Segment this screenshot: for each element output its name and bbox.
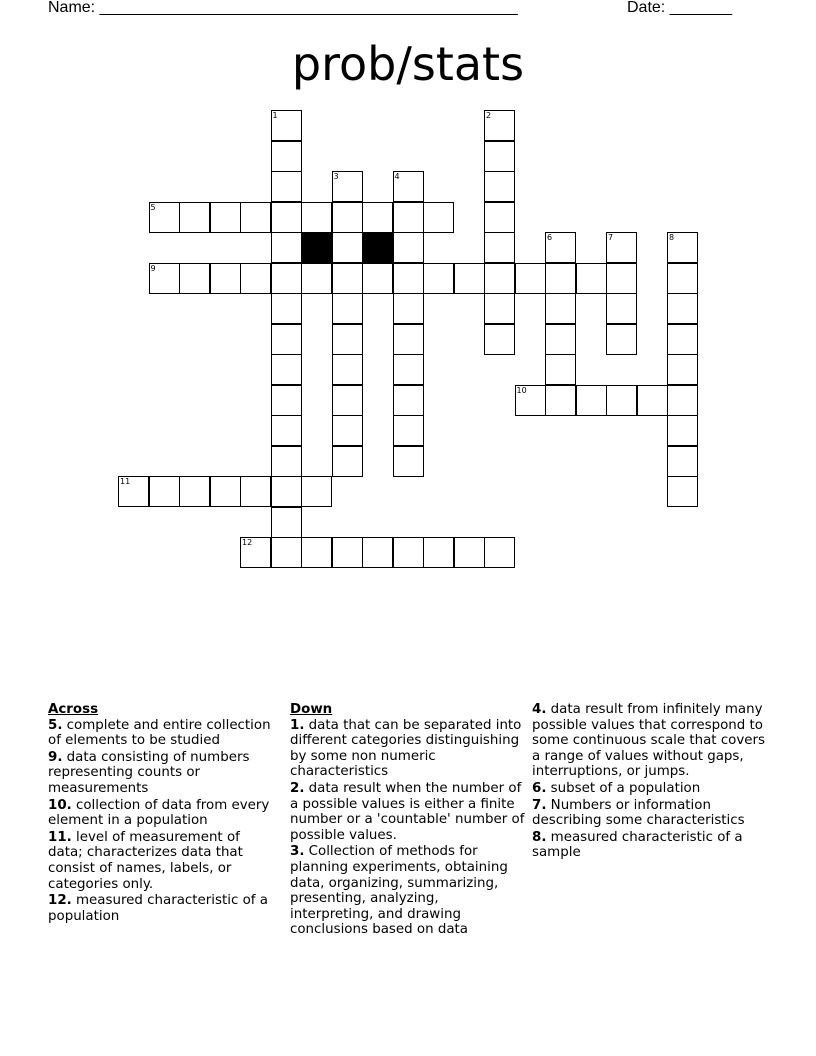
grid-cell[interactable] bbox=[423, 202, 454, 233]
clue-across-10: 10. collection of data from every element in a population bbox=[48, 797, 270, 829]
grid-cell[interactable] bbox=[332, 537, 363, 568]
grid-cell[interactable] bbox=[149, 263, 180, 294]
clue-number: 8 bbox=[669, 233, 675, 242]
grid-cell[interactable] bbox=[393, 446, 424, 477]
clue-number: 12 bbox=[242, 538, 253, 547]
grid-cell[interactable] bbox=[271, 537, 302, 568]
grid-cell[interactable] bbox=[515, 385, 546, 416]
grid-cell[interactable] bbox=[393, 232, 424, 263]
grid-cell[interactable] bbox=[667, 446, 698, 477]
clue-across-12: 12. measured characteristic of a population bbox=[48, 893, 268, 924]
grid-cell[interactable] bbox=[515, 263, 546, 294]
clue-number: 9 bbox=[150, 263, 156, 273]
grid-cell[interactable] bbox=[545, 263, 576, 294]
grid-cell[interactable] bbox=[271, 110, 302, 141]
grid-cell[interactable] bbox=[576, 385, 607, 416]
grid-cell[interactable] bbox=[362, 202, 393, 233]
grid-cell[interactable] bbox=[545, 324, 576, 355]
grid-cell[interactable] bbox=[423, 537, 454, 568]
grid-cell[interactable] bbox=[393, 354, 424, 385]
grid-cell[interactable] bbox=[332, 232, 363, 263]
grid-cell[interactable] bbox=[545, 293, 576, 324]
grid-cell[interactable] bbox=[606, 385, 637, 416]
grid-cell[interactable] bbox=[271, 141, 302, 172]
grid-cell[interactable] bbox=[667, 293, 698, 324]
grid-cell[interactable] bbox=[393, 324, 424, 355]
clue-down-2: 2. data result when the number of a possible values is either a finite number or a 'countable' number of possible values. bbox=[290, 780, 525, 843]
clue-across-5: 5. complete and entire collection of elements to be studied bbox=[48, 717, 271, 749]
grid-cell[interactable] bbox=[667, 263, 698, 294]
clue-number: 10 bbox=[516, 385, 527, 395]
grid-cell[interactable] bbox=[271, 232, 302, 263]
date-field: Date: _______ bbox=[627, 0, 732, 16]
grid-cell[interactable] bbox=[393, 202, 424, 233]
grid-cell[interactable] bbox=[454, 263, 485, 294]
grid-cell[interactable] bbox=[423, 263, 454, 294]
grid-cell[interactable] bbox=[210, 476, 241, 507]
grid-cell[interactable] bbox=[484, 171, 515, 202]
grid-cell[interactable] bbox=[484, 141, 515, 172]
grid-cell[interactable] bbox=[454, 537, 485, 568]
grid-cell[interactable] bbox=[393, 415, 424, 446]
clue-down-6: 6. subset of a population bbox=[532, 780, 701, 796]
grid-cell[interactable] bbox=[545, 385, 576, 416]
clue-number: 6 bbox=[547, 233, 553, 242]
clue-down-1: 1. data that can be separated into different categories distinguishing by some non numeric characteristics bbox=[290, 717, 522, 780]
grid-cell[interactable] bbox=[667, 232, 698, 263]
grid-cell[interactable] bbox=[271, 354, 302, 385]
grid-cell[interactable] bbox=[271, 263, 302, 294]
clue-down-3: 3. Collection of methods for planning experiments, obtaining data, organizing, summarizing, presenting, analyzing, interpreting, and drawing conclusions based on data bbox=[290, 844, 508, 938]
down-heading: Down bbox=[290, 702, 333, 717]
grid-cell[interactable] bbox=[667, 354, 698, 385]
grid-cell[interactable] bbox=[667, 415, 698, 446]
down-clues bbox=[290, 702, 526, 939]
grid-cell[interactable] bbox=[301, 202, 332, 233]
clue-across-9: 9. data consisting of numbers representing counts or measurements bbox=[48, 749, 250, 796]
grid-cell[interactable] bbox=[271, 476, 302, 507]
grid-cell[interactable] bbox=[149, 476, 180, 507]
clue-down-8: 8. measured characteristic of a sample bbox=[532, 829, 743, 861]
grid-cell[interactable] bbox=[271, 171, 302, 202]
across-heading: Across bbox=[48, 702, 99, 717]
grid-cell[interactable] bbox=[179, 476, 210, 507]
clue-across-11: 11. level of measurement of data; characterizes data that consist of names, labels, or categories only. bbox=[48, 829, 243, 892]
grid-cell[interactable] bbox=[271, 385, 302, 416]
grid-cell[interactable] bbox=[667, 385, 698, 416]
grid-cell[interactable] bbox=[271, 202, 302, 233]
grid-cell[interactable] bbox=[484, 110, 515, 141]
grid-cell[interactable] bbox=[240, 476, 271, 507]
black-cell bbox=[301, 232, 332, 263]
grid-cell[interactable] bbox=[179, 263, 210, 294]
grid-cell[interactable] bbox=[484, 232, 515, 263]
clue-number: 4 bbox=[394, 172, 400, 181]
clue-number: 3 bbox=[333, 172, 339, 181]
page-title: prob/stats bbox=[291, 37, 525, 91]
grid-cell[interactable] bbox=[301, 476, 332, 507]
grid-cell[interactable] bbox=[484, 537, 515, 568]
grid-cell[interactable] bbox=[332, 171, 363, 202]
grid-cell[interactable] bbox=[240, 537, 271, 568]
grid-cell[interactable] bbox=[393, 537, 424, 568]
grid-cell[interactable] bbox=[362, 263, 393, 294]
grid-cell[interactable] bbox=[271, 446, 302, 477]
clue-number: 5 bbox=[150, 202, 156, 212]
grid-cell[interactable] bbox=[545, 354, 576, 385]
grid-cell[interactable] bbox=[606, 263, 637, 294]
clue-number: 1 bbox=[272, 111, 278, 120]
name-field: Name: _______________________________________________ bbox=[48, 0, 518, 16]
grid-cell[interactable] bbox=[271, 507, 302, 538]
grid-cell[interactable] bbox=[393, 293, 424, 324]
clue-number: 11 bbox=[120, 477, 131, 486]
grid-cell[interactable] bbox=[606, 324, 637, 355]
grid-cell[interactable] bbox=[240, 202, 271, 233]
grid-cell[interactable] bbox=[484, 293, 515, 324]
grid-cell[interactable] bbox=[393, 171, 424, 202]
clue-down-7: 7. Numbers or information describing some characteristics bbox=[532, 797, 745, 829]
grid-cell[interactable] bbox=[210, 263, 241, 294]
grid-cell[interactable] bbox=[332, 354, 363, 385]
down-clues-continued bbox=[532, 702, 768, 862]
grid-cell[interactable] bbox=[667, 476, 698, 507]
clue-number: 2 bbox=[486, 111, 492, 120]
grid-cell[interactable] bbox=[545, 232, 576, 263]
grid-cell[interactable] bbox=[271, 415, 302, 446]
grid-cell[interactable] bbox=[362, 537, 393, 568]
grid-cell[interactable] bbox=[637, 385, 668, 416]
grid-cell[interactable] bbox=[271, 293, 302, 324]
grid-cell[interactable] bbox=[606, 232, 637, 263]
clue-number: 7 bbox=[608, 233, 614, 242]
black-cell bbox=[362, 232, 393, 263]
grid-cell[interactable] bbox=[301, 537, 332, 568]
grid-cell[interactable] bbox=[271, 324, 302, 355]
grid-cell[interactable] bbox=[210, 202, 241, 233]
grid-cell[interactable] bbox=[240, 263, 271, 294]
grid-cell[interactable] bbox=[484, 202, 515, 233]
grid-cell[interactable] bbox=[393, 263, 424, 294]
grid-cell[interactable] bbox=[332, 324, 363, 355]
grid-cell[interactable] bbox=[332, 415, 363, 446]
grid-cell[interactable] bbox=[484, 324, 515, 355]
grid-cell[interactable] bbox=[332, 202, 363, 233]
grid-cell[interactable] bbox=[606, 293, 637, 324]
grid-cell[interactable] bbox=[484, 263, 515, 294]
across-clues bbox=[48, 702, 276, 925]
grid-cell[interactable] bbox=[576, 263, 607, 294]
grid-cell[interactable] bbox=[667, 324, 698, 355]
grid-cell[interactable] bbox=[332, 446, 363, 477]
grid-cell[interactable] bbox=[393, 385, 424, 416]
grid-cell[interactable] bbox=[118, 476, 149, 507]
grid-cell[interactable] bbox=[301, 263, 332, 294]
grid-cell[interactable] bbox=[332, 263, 363, 294]
grid-cell[interactable] bbox=[332, 293, 363, 324]
clue-down-4: 4. data result from infinitely many possible values that correspond to some continuous scale that covers a range of values without gaps, interruptions, or jumps. bbox=[532, 702, 766, 780]
grid-cell[interactable] bbox=[149, 202, 180, 233]
grid-cell[interactable] bbox=[332, 385, 363, 416]
grid-cell[interactable] bbox=[179, 202, 210, 233]
